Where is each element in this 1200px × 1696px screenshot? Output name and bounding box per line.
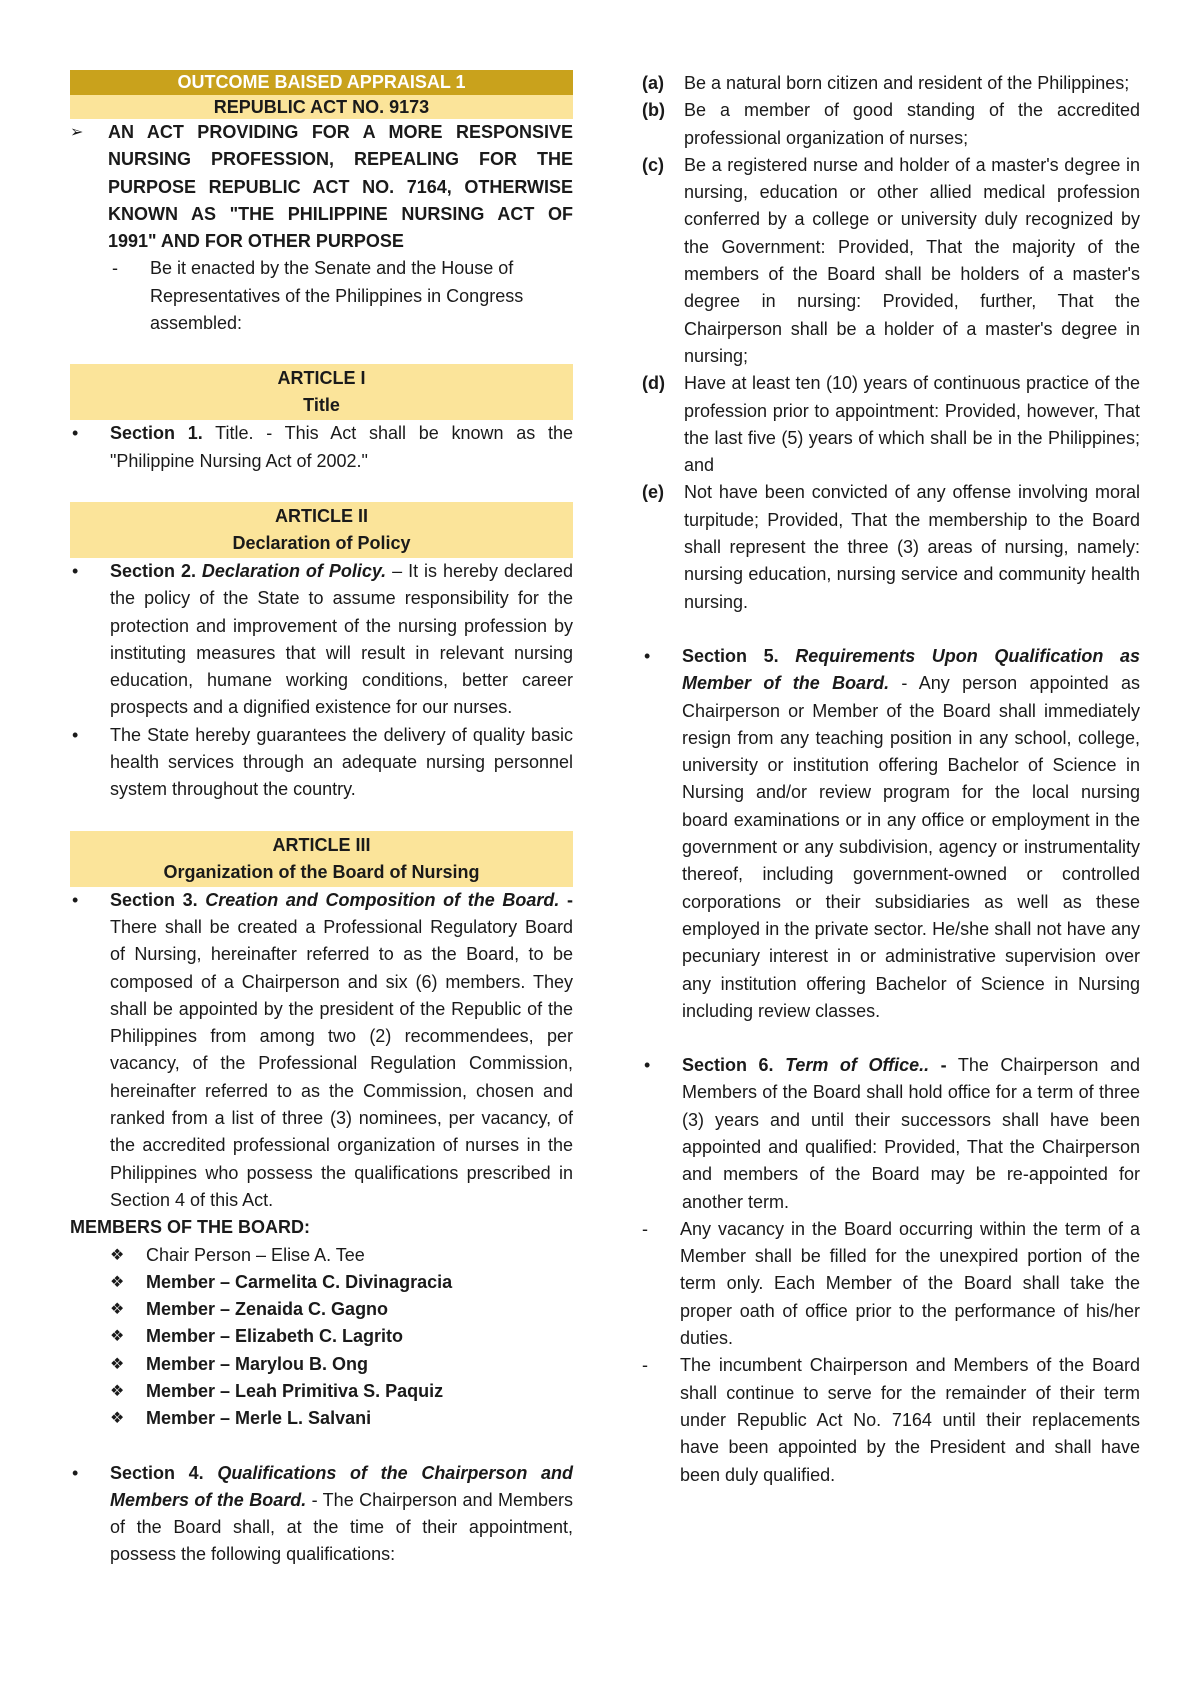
section-6-label: Section 6.: [682, 1055, 774, 1076]
members-list: [70, 1242, 573, 1433]
member-name: Member – Merle L. Salvani: [146, 1408, 372, 1429]
list-item: [642, 370, 1140, 479]
bullet-icon: •: [72, 423, 79, 444]
section-6-item-2: [642, 1216, 1140, 1352]
qualification-text: Not have been convicted of any offense involving moral turpitude; Provided, That the membership to the Board shall represent the three (3) areas of nursing, namely: nursing education, nursing service and community health nursing.: [684, 482, 1140, 612]
diamond-bullet-icon: ❖: [110, 1410, 125, 1428]
article-1-heading: ARTICLE I: [277, 368, 366, 389]
qualification-letter: (e): [642, 482, 664, 503]
article-3-header: [70, 831, 573, 887]
section-6-body-2: Any vacancy in the Board occurring within the term of a Member shall be filled for the unexpired portion of the term only. Each Member of the Board shall take the proper oath of office prior to the performance of his/her duties.: [680, 1218, 1140, 1349]
diamond-bullet-icon: ❖: [110, 1328, 125, 1346]
article-1-subheading: Title: [303, 395, 340, 416]
enactment-item: [70, 255, 573, 337]
bullet-icon: •: [72, 1462, 79, 1483]
section-6-text: [682, 1052, 1140, 1216]
list-item: [70, 1405, 573, 1432]
section-4-item: [70, 1460, 573, 1569]
section-4-title: Qualifications of the Chairperson and Members of the Board.: [110, 1462, 573, 1510]
section-2-body-2: The State hereby guarantees the delivery of quality basic health services through an adequate nursing personnel system throughout the country.: [110, 724, 573, 800]
section-6-item: [642, 1052, 1140, 1216]
dash-bullet-icon: -: [112, 258, 118, 279]
diamond-bullet-icon: ❖: [110, 1301, 125, 1319]
article-1-header: [70, 364, 573, 420]
appraisal-banner: OUTCOME BAISED APPRAISAL 1: [70, 70, 573, 95]
dash-bullet-icon: -: [642, 1355, 648, 1376]
section-3-text: [110, 887, 573, 1215]
members-heading: MEMBERS OF THE BOARD:: [70, 1217, 310, 1238]
right-column: [642, 70, 1140, 1489]
section-3-item: [70, 887, 573, 1215]
section-5-title: Requirements Upon Qualification as Member of the Board.: [682, 645, 1140, 694]
qualification-letter: (a): [642, 73, 664, 93]
enactment-text: Be it enacted by the Senate and the House of Representatives of the Philippines in Congress assembled:: [150, 258, 524, 334]
list-item: [70, 1323, 573, 1350]
article-3-subheading: Organization of the Board of Nursing: [163, 861, 480, 882]
list-item: [70, 1296, 573, 1323]
article-3-heading: ARTICLE III: [272, 834, 371, 855]
section-6-body: The Chairperson and Members of the Board shall hold office for a term of three (3) years and until their successors shall have been appointed and qualified: Provided, That the Chairperson and members of the Board may be re-appointed for another term.: [682, 1055, 1140, 1212]
act-title: AN ACT PROVIDING FOR A MORE RESPONSIVE NURSING PROFESSION, REPEALING FOR THE PURPOSE REPUBLIC ACT NO. 7164, OTHERWISE KNOWN AS "THE PHILIPPINE NURSING ACT OF 1991" AND FOR OTHER PURPOSE: [108, 122, 573, 252]
section-3-title: Creation and Composition of the Board.: [197, 889, 560, 910]
section-4-text: [110, 1460, 573, 1569]
section-2-title: Declaration of Policy.: [195, 560, 387, 581]
section-5-text: [682, 643, 1140, 1025]
section-2-text: [110, 558, 573, 722]
bullet-icon: •: [72, 889, 79, 910]
section-2-item: [70, 558, 573, 722]
member-name: Member – Zenaida C. Gagno: [146, 1299, 389, 1320]
section-3-body: There shall be created a Professional Regulatory Board of Nursing, hereinafter referred to as the Board, to be composed of a Chairperson and six (6) members. They shall be appointed by the president of the Republic of the Philippines from among two (2) recommendees, per vacancy, of the Professional Regulation Commission, hereinafter referred to as the Commission, chosen and ranked from a list of three (3) nominees, per vacancy, of the accredited professional organization of nurses in the Philippines who possess the qualifications prescribed in Section 4 of this Act.: [110, 916, 573, 1210]
article-2-heading: ARTICLE II: [275, 505, 368, 526]
section-6-title: Term of Office..: [773, 1055, 930, 1076]
section-5-label: Section 5.: [682, 645, 779, 666]
member-name: Member – Elizabeth C. Lagrito: [146, 1326, 404, 1347]
dash-bullet-icon: -: [642, 1218, 648, 1239]
diamond-bullet-icon: ❖: [110, 1273, 125, 1291]
section-1-item: [70, 420, 573, 475]
section-3-label: Section 3.: [110, 889, 198, 910]
qualifications-list: [642, 70, 1140, 616]
left-column: [70, 70, 573, 1569]
qualification-text: Be a natural born citizen and resident of the Philippines;: [684, 73, 1130, 93]
list-item: [642, 152, 1140, 370]
qualification-letter: (b): [642, 100, 665, 121]
list-item: [70, 1378, 573, 1405]
qualification-letter: (c): [642, 154, 664, 175]
qualification-text: Be a member of good standing of the accredited professional organization of nurses;: [684, 100, 1140, 148]
diamond-bullet-icon: ❖: [110, 1382, 125, 1400]
bullet-icon: •: [72, 560, 79, 581]
member-name: Chair Person – Elise A. Tee: [146, 1244, 365, 1265]
section-5-item: [642, 643, 1140, 1025]
article-2-subheading: Declaration of Policy: [232, 532, 411, 553]
arrow-bullet-icon: ➢: [70, 124, 84, 141]
section-2-item-2: [70, 722, 573, 804]
bullet-icon: •: [644, 645, 651, 666]
qualification-letter: (d): [642, 373, 665, 394]
article-2-header: [70, 502, 573, 558]
qualification-text: Be a registered nurse and holder of a master's degree in nursing, education or other allied medical profession conferred by a college or university duly recognized by the Government: Provided, That the majority of the members of the Board shall be holders of a master's degree in nursing: Provided, further, That the Chairperson shall be a holder of a master's degree in nursing;: [684, 154, 1140, 366]
section-1-label: Section 1.: [110, 423, 203, 444]
section-2-label: Section 2.: [110, 560, 196, 581]
section-6-item-3: [642, 1352, 1140, 1488]
list-item: [642, 479, 1140, 615]
section-6-body-3: The incumbent Chairperson and Members of the Board shall continue to serve for the remainder of their term under Republic Act No. 7164 until their replacements have been appointed by the President and shall have been duly qualified.: [680, 1355, 1140, 1485]
member-name: Member – Leah Primitiva S. Paquiz: [146, 1380, 444, 1401]
bullet-icon: •: [644, 1055, 651, 1076]
list-item: [70, 1351, 573, 1378]
qualification-text: Have at least ten (10) years of continuous practice of the profession prior to appointment: Provided, however, That the last five (5) years of which shall be in the Philippines; and: [684, 373, 1140, 476]
member-name: Member – Marylou B. Ong: [146, 1353, 369, 1374]
act-number-banner: REPUBLIC ACT NO. 9173: [70, 95, 573, 120]
list-item: [642, 97, 1140, 152]
section-2-body: – It is hereby declared the policy of the State to assume responsibility for the protection and improvement of the nursing profession by instituting measures that will result in relevant nursing education, humane working conditions, better career prospects and a dignified existence for our nurses.: [110, 560, 573, 718]
section-3-dash: -: [567, 889, 573, 910]
section-4-body: - The Chairperson and Members of the Board shall, at the time of their appointment, possess the following qualifications:: [110, 1489, 573, 1565]
section-6-dash: -: [929, 1055, 947, 1076]
diamond-bullet-icon: ❖: [110, 1355, 125, 1373]
section-1-text: [110, 420, 573, 475]
member-name: Member – Carmelita C. Divinagracia: [146, 1271, 453, 1292]
section-4-label: Section 4.: [110, 1462, 204, 1483]
act-title-item: [70, 119, 573, 255]
list-item: [70, 1269, 573, 1296]
section-5-body: - Any person appointed as Chairperson or Member of the Board shall immediately resign from any teaching position in any school, college, university or institution offering Bachelor of Science in Nursing and/or review program for the local nursing board examinations or in any office or employment in the government or any subdivision, agency or instrumentality thereof, including government-owned or controlled corporations or their subsidiaries as well as these employed in the private sector. He/she shall not have any pecuniary interest in or administrative supervision over any institution offering Bachelor of Science in Nursing including review classes.: [682, 673, 1140, 1021]
section-1-body: Title. - This Act shall be known as the "Philippine Nursing Act of 2002.": [110, 423, 573, 471]
bullet-icon: •: [72, 724, 79, 745]
diamond-bullet-icon: ❖: [110, 1246, 125, 1264]
list-item: [70, 1242, 573, 1269]
list-item: [642, 70, 1140, 97]
